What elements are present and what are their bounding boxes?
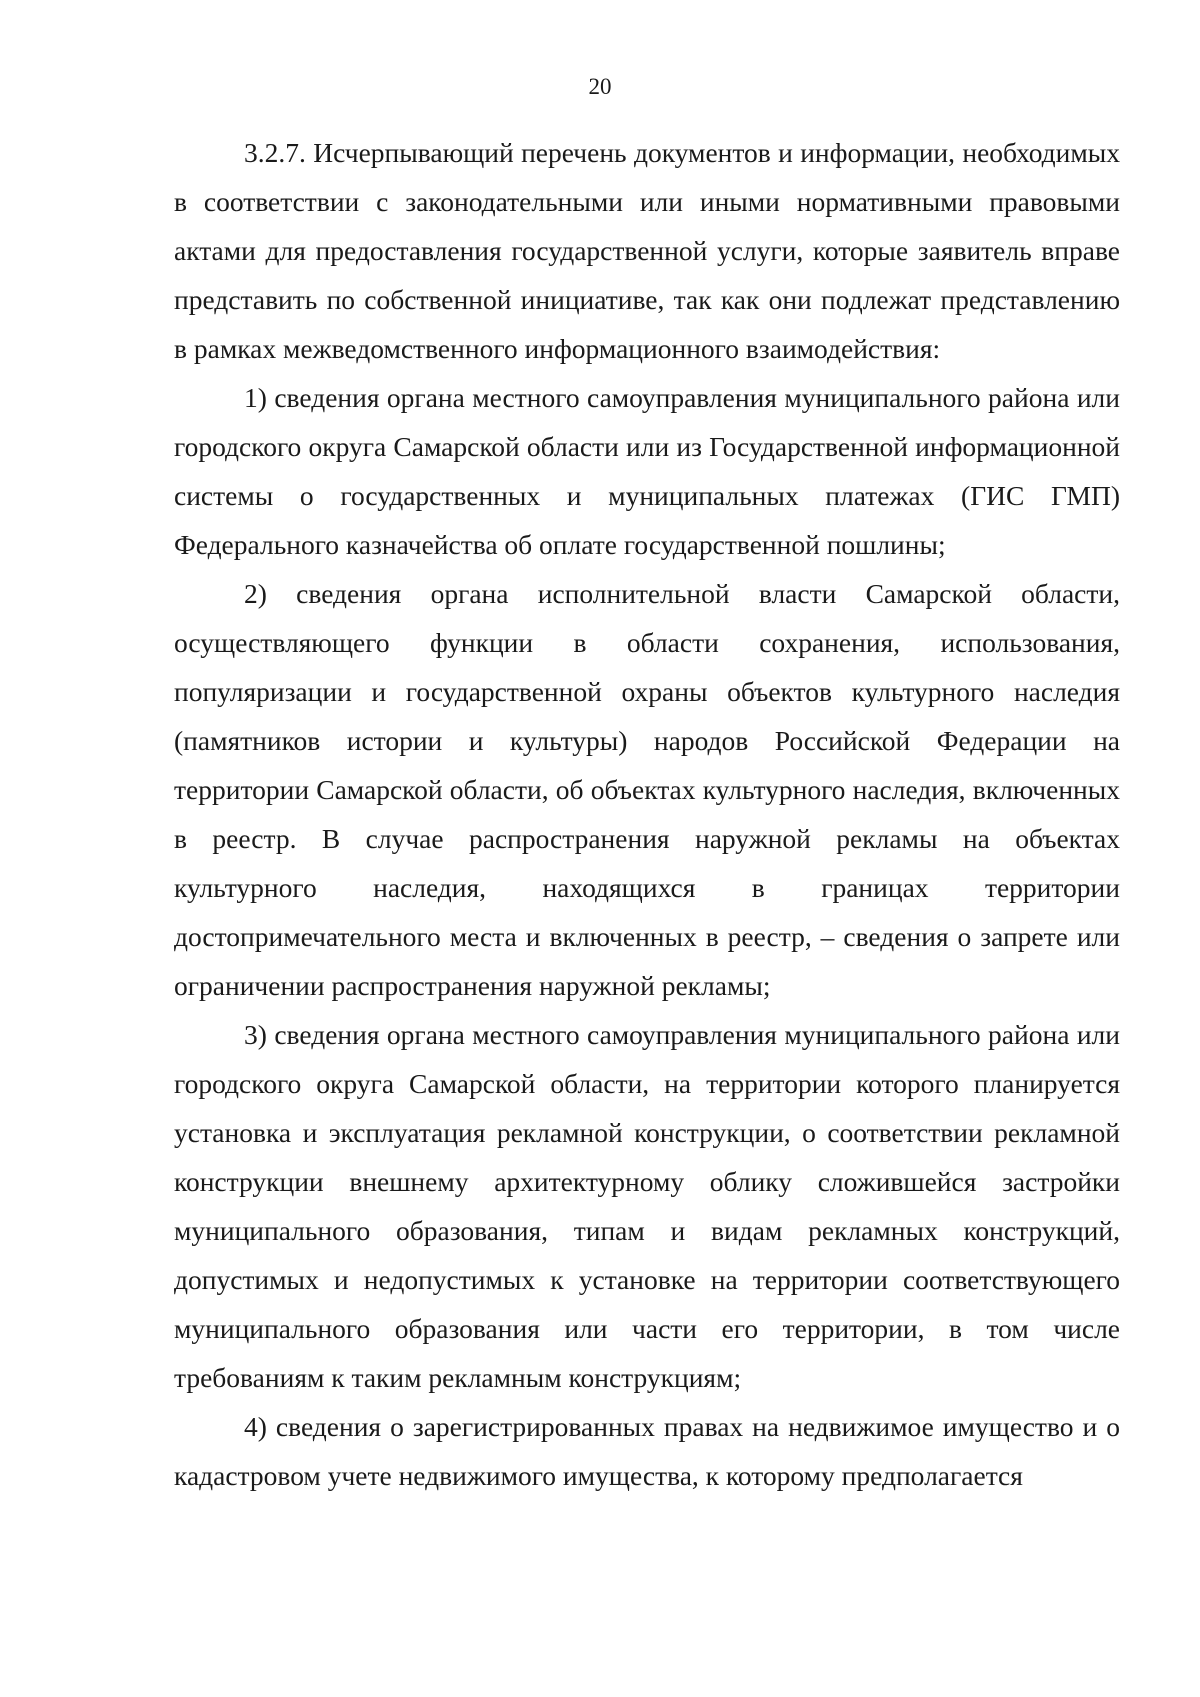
paragraph-item-1: 1) сведения органа местного самоуправления муниципального района или городского округа Самарской области или из Государственной информационной системы о государственных и муниципальных платежах (ГИС ГМП) Федерального казначейства об оплате государственной пошлины; (174, 382, 1120, 560)
paragraph-3-2-7-intro: 3.2.7. Исчерпывающий перечень документов и информации, необходимых в соответствии с законодательными или иными нормативными правовыми актами для предоставления государственной услуги, которые заявитель вправе представить по собственной инициативе, так как они подлежат представлению в рамках межведомственного информационного взаимодействия: (174, 137, 1120, 364)
document-body (174, 128, 1120, 1500)
paragraph-item-2: 2) сведения органа исполнительной власти Самарской области, осуществляющего функции в области сохранения, использования, популяризации и государственной охраны объектов культурного наследия (памятников истории и культуры) народов Российской Федерации на территории Самарской области, об объектах культурного наследия, включенных в реестр. В случае распространения наружной рекламы на объектах культурного наследия, находящихся в границах территории достопримечательного места и включенных в реестр, – сведения о запрете или ограничении распространения наружной рекламы; (174, 578, 1120, 1001)
paragraph-item-4: 4) сведения о зарегистрированных правах на недвижимое имущество и о кадастровом учете недвижимого имущества, к которому предполагается (174, 1411, 1120, 1491)
paragraph-item-3: 3) сведения органа местного самоуправления муниципального района или городского округа Самарской области, на территории которого планируется установка и эксплуатация рекламной конструкции, о соответствии рекламной конструкции внешнему архитектурному облику сложившейся застройки муниципального образования, типам и видам рекламных конструкций, допустимых и недопустимых к установке на территории соответствующего муниципального образования или части его территории, в том числе требованиям к таким рекламным конструкциям; (174, 1019, 1120, 1393)
page-number: 20 (588, 74, 612, 99)
